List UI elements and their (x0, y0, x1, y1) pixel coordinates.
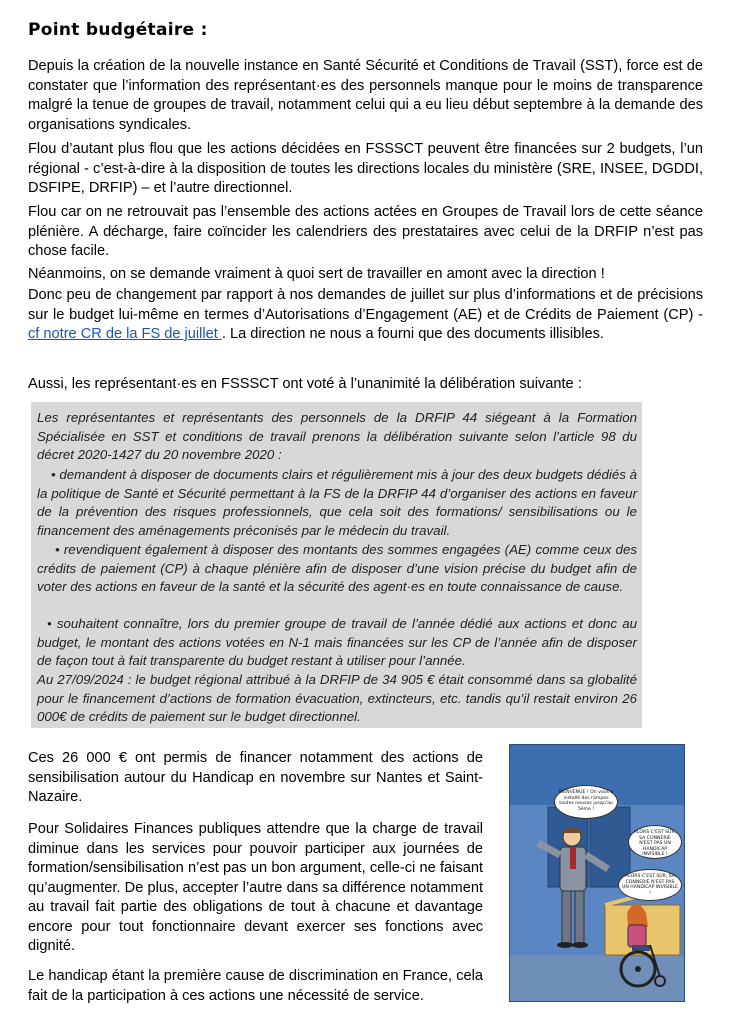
speech-bubble-welcome: BIENVENUE ! On vous a installé des rampes toutes neuves jusqu'au 5ème ! (554, 785, 618, 819)
deliberation-note: Au 27/09/2024 : le budget régional attribué à la DRFIP de 34 905 € était consommé dans sa globalité pour le financement d’actions de formation évacuation, extincteurs, etc. tandis qu’il restait environ 26 000€ de crédits de paiement sur le budget directionnel. (37, 672, 637, 725)
paragraph-flou: Flou car on ne retrouvait pas l’ensemble des actions actées en Groupes de Travail lors de cette séance plénière. A décharge, faire coïncider les calendriers des prestataires avec celui de la DRFIP n’est pas chose facile. (28, 204, 703, 259)
speech-bubble-response-2: ALORS C'EST SÛR, SA CONNERIE N'EST PAS UN HANDICAP INVISIBLE ! (618, 869, 682, 901)
paragraph-vote: Aussi, les représentant·es en FSSSCT ont voté à l’unanimité la délibération suivante : (28, 376, 582, 392)
cr-juillet-link[interactable]: cf notre CR de la FS de juillet (28, 326, 222, 342)
paragraph-intro: Depuis la création de la nouvelle instance en Santé Sécurité et Conditions de Travail (SST), force est de constater que l’information des représentant·es des personnels manque pour le moins de transparence malgré la tenue de groupes de travail, notamment celui qui a eu lieu début septembre à la demande des organisations syndicales. (28, 58, 703, 133)
section-title: Point budgétaire : (28, 20, 208, 40)
paragraph-budgets: Flou d’autant plus flou que les actions décidées en FSSSCT peuvent être financées sur 2 budgets, l’un régional - c’est-à-dire à la disposition de toutes les directions locales du ministère (SRE, INSEE, DGDDI, DSFIPE, DRFIP) – et l’autre directionnel. (28, 141, 703, 196)
deliberation-item: • demandent à disposer de documents clairs et régulièrement mis à jour des deux budgets dédiés à la politique de Santé et Sécurité permettant à la FS de la DRFIP 44 d’organiser des actions en faveur de la prévention des risques professionnels, que cela soit des formations/ sensibilisations ou le financement des aménagements préconisés par le médecin du travail. (37, 467, 637, 539)
paragraph-discrimination: Le handicap étant la première cause de discrimination en France, cela fait de la participation à ces actions une nécessité de service. (28, 968, 483, 1004)
paragraph-solidaires: Pour Solidaires Finances publiques attendre que la charge de travail diminue dans les services pour pouvoir participer aux journées de formation/sensibilisation n’est pas un bon argument, celle-ci ne faisant qu’augmenter. De plus, accepter l’autre dans sa différence notamment au travail fait partie des obligations de tout à chacune et davantage encore pour tout fonctionnaire devant exercer ses fonctions avec dignité. (28, 821, 483, 954)
paragraph-neanmoins: Néanmoins, on se demande vraiment à quoi sert de travailler en amont avec la direction ! (28, 266, 605, 282)
cartoon-illustration (509, 744, 685, 1002)
paragraph-changement-end: . La direction ne nous a fourni que des documents illisibles. (221, 326, 604, 342)
deliberation-item: • souhaitent connaître, lors du premier groupe de travail de l’année dédié aux actions et donc au budget, le montant des actions votées en N-1 mais financées sur les CP de l’année afin de disposer de façon tout à fait transparente du budget restant à utiliser pour l’année. (37, 616, 637, 669)
paragraph-changement-text: Donc peu de changement par rapport à nos demandes de juillet sur plus d’informations et de précisions sur le budget lui-même en termes d’Autorisations d’Engagement (AE) et de Crédits de Paiement (CP) - (28, 287, 703, 323)
deliberation-intro: Les représentantes et représentants des personnels de la DRFIP 44 siégeant à la Formation Spécialisée en SST et conditions de travail prenons la délibération suivante selon l’article 98 du décret 2020-1427 du 20 novembre 2020 : (37, 410, 637, 463)
speech-bubble-response: ALORS C'EST SÛR, SA CONNERIE N'EST PAS UN HANDICAP INVISIBLE ! (628, 825, 682, 859)
paragraph-changement (28, 286, 703, 345)
deliberation-item: • revendiquent également à disposer des montants des sommes engagées (AE) comme ceux des crédits de paiement (CP) à chaque plénière afin de disposer d’une vision précise du budget afin de voter des actions en faveur de la santé et la sécurité des agent·es en toute connaissance de cause. (37, 542, 637, 595)
paragraph-handicap-actions: Ces 26 000 € ont permis de financer notamment des actions de sensibilisation autour du Handicap en novembre sur Nantes et Saint-Nazaire. (28, 750, 483, 805)
deliberation-box (31, 402, 642, 728)
